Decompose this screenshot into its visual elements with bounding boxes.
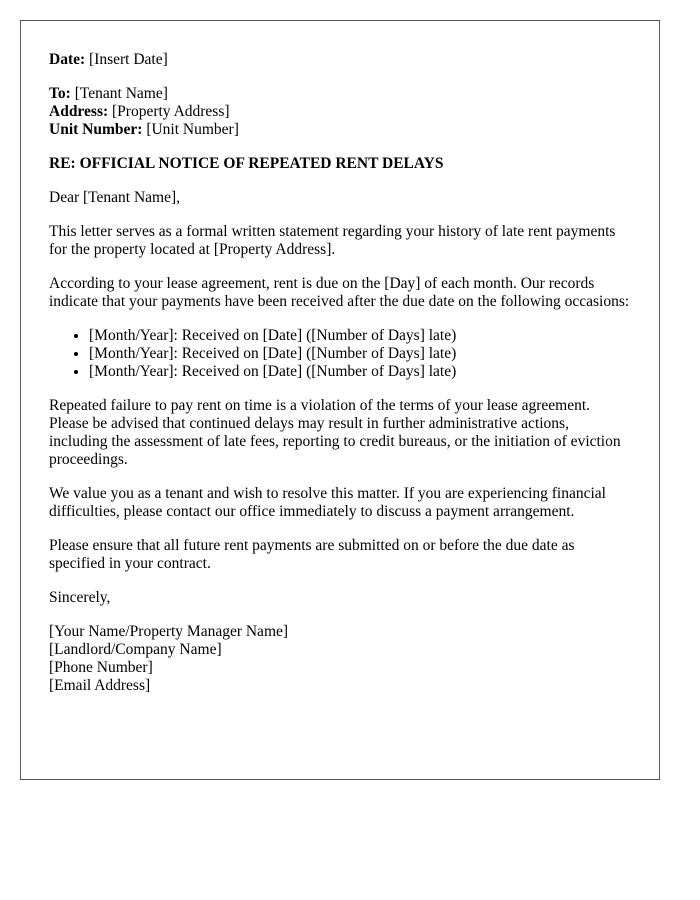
unit-value: [Unit Number] (146, 121, 239, 138)
late-payment-list (49, 327, 631, 381)
paragraph-resolution: We value you as a tenant and wish to resolve this matter. If you are experiencing financial difficulties, please contact our office immediately to discuss a payment arrangement. (49, 485, 606, 520)
subject-line: RE: OFFICIAL NOTICE OF REPEATED RENT DELAYS (49, 155, 444, 172)
signature-company: [Landlord/Company Name] (49, 641, 222, 658)
address-label: Address: (49, 103, 109, 120)
list-item: • [Month/Year]: Received on [Date] ([Number of Days] late) (89, 363, 631, 381)
list-item: • [Month/Year]: Received on [Date] ([Number of Days] late) (89, 345, 631, 363)
paragraph-violation: Repeated failure to pay rent on time is a violation of the terms of your lease agreement. Please be advised that continued delays may result in further administrative actions, including the assessment of late fees, reporting to credit bureaus, or the initiation of eviction proceedings. (49, 397, 621, 468)
letter-document (20, 20, 660, 780)
list-item: • [Month/Year]: Received on [Date] ([Number of Days] late) (89, 327, 631, 345)
to-line (49, 85, 631, 103)
paragraph-lease-terms: According to your lease agreement, rent is due on the [Day] of each month. Our records indicate that your payments have been received after the due date on the following occasions: (49, 275, 630, 310)
salutation: Dear [Tenant Name], (49, 189, 181, 206)
date-line (49, 51, 631, 69)
paragraph-future-payments: Please ensure that all future rent payments are submitted on or before the due date as specified in your contract. (49, 537, 575, 572)
date-value: [Insert Date] (89, 51, 168, 68)
date-label: Date: (49, 51, 86, 68)
to-value: [Tenant Name] (74, 85, 168, 102)
to-label: To: (49, 85, 71, 102)
closing: Sincerely, (49, 589, 111, 606)
signature-phone: [Phone Number] (49, 659, 153, 676)
unit-label: Unit Number: (49, 121, 143, 138)
unit-line (49, 121, 631, 139)
address-line (49, 103, 631, 121)
signature-block (49, 623, 631, 695)
paragraph-intro: This letter serves as a formal written statement regarding your history of late rent payments for the property located at [Property Address]. (49, 223, 616, 258)
recipient-block (49, 85, 631, 139)
signature-name: [Your Name/Property Manager Name] (49, 623, 289, 640)
signature-email: [Email Address] (49, 677, 151, 694)
address-value: [Property Address] (112, 103, 230, 120)
